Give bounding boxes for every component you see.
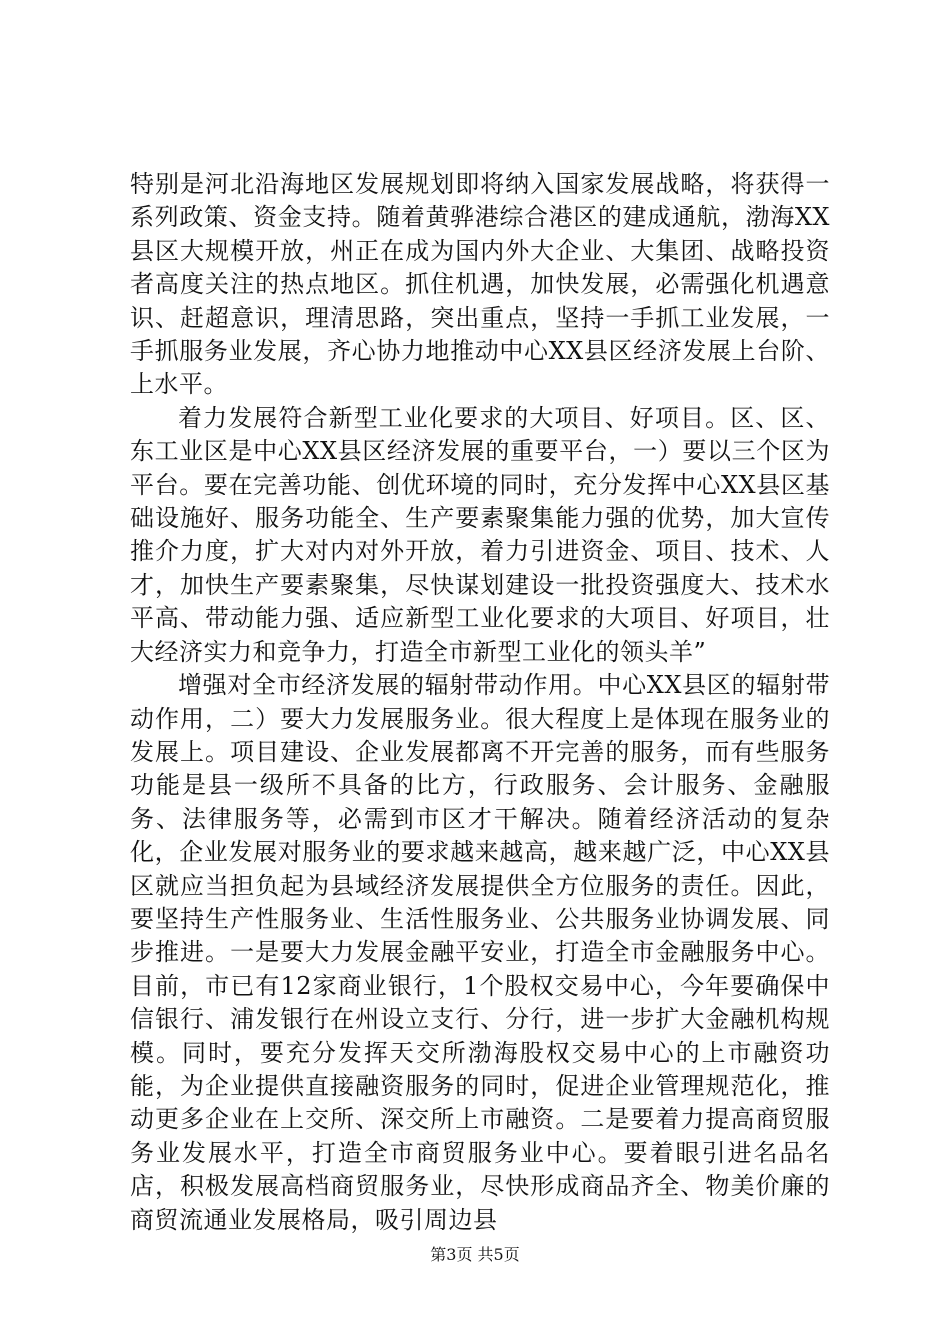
document-body <box>130 168 830 1237</box>
paragraph-2: 着力发展符合新型工业化要求的大项目、好项目。区、区、东工业区是中心XX县区经济发展的重要平台，一）要以三个区为平台。要在完善功能、创优环境的同时，充分发挥中心XX县区基础设施好、服务功能全、生产要素聚集能力强的优势，加大宣传推介力度，扩大对内对外开放，着力引进资金、项目、技术、人才，加快生产要素聚集，尽快谋划建设一批投资强度大、技术水平高、带动能力强、适应新型工业化要求的大项目、好项目，壮大经济实力和竞争力，打造全市新型工业化的领头羊” <box>130 403 830 666</box>
paragraph-3: 增强对全市经济发展的辐射带动作用。中心XX县区的辐射带动作用，二）要大力发展服务业。很大程度上是体现在服务业的发展上。项目建设、企业发展都离不开完善的服务，而有些服务功能是县一级所不具备的比方，行政服务、会计服务、金融服务、法律服务等，必需到市区才干解决。随着经济活动的复杂化，企业发展对服务业的要求越来越高，越来越广泛，中心XX县区就应当担负起为县域经济发展提供全方位服务的责任。因此，要坚持生产性服务业、生活性服务业、公共服务业协调发展、同步推进。一是要大力发展金融平安业，打造全市金融服务中心。目前，市已有12家商业银行，1个股权交易中心，今年要确保中信银行、浦发银行在州设立支行、分行，进一步扩大金融机构规模。同时，要充分发挥天交所渤海股权交易中心的上市融资功能，为企业提供直接融资服务的同时，促进企业管理规范化，推动更多企业在上交所、深交所上市融资。二是要着力提高商贸服务业发展水平，打造全市商贸服务业中心。要着眼引进名品名店，积极发展高档商贸服务业，尽快形成商品齐全、物美价廉的商贸流通业发展格局，吸引周边县 <box>130 671 830 1234</box>
paragraph-1: 特别是河北沿海地区发展规划即将纳入国家发展战略，将获得一系列政策、资金支持。随着黄骅港综合港区的建成通航，渤海XX县区大规模开放，州正在成为国内外大企业、大集团、战略投资者高度关注的热点地区。抓住机遇，加快发展，必需强化机遇意识、赶超意识，理清思路，突出重点，坚持一手抓工业发展，一手抓服务业发展，齐心协力地推动中心XX县区经济发展上台阶、上水平。 <box>130 170 830 399</box>
page-number-footer: 第3页 共5页 <box>430 1245 520 1264</box>
